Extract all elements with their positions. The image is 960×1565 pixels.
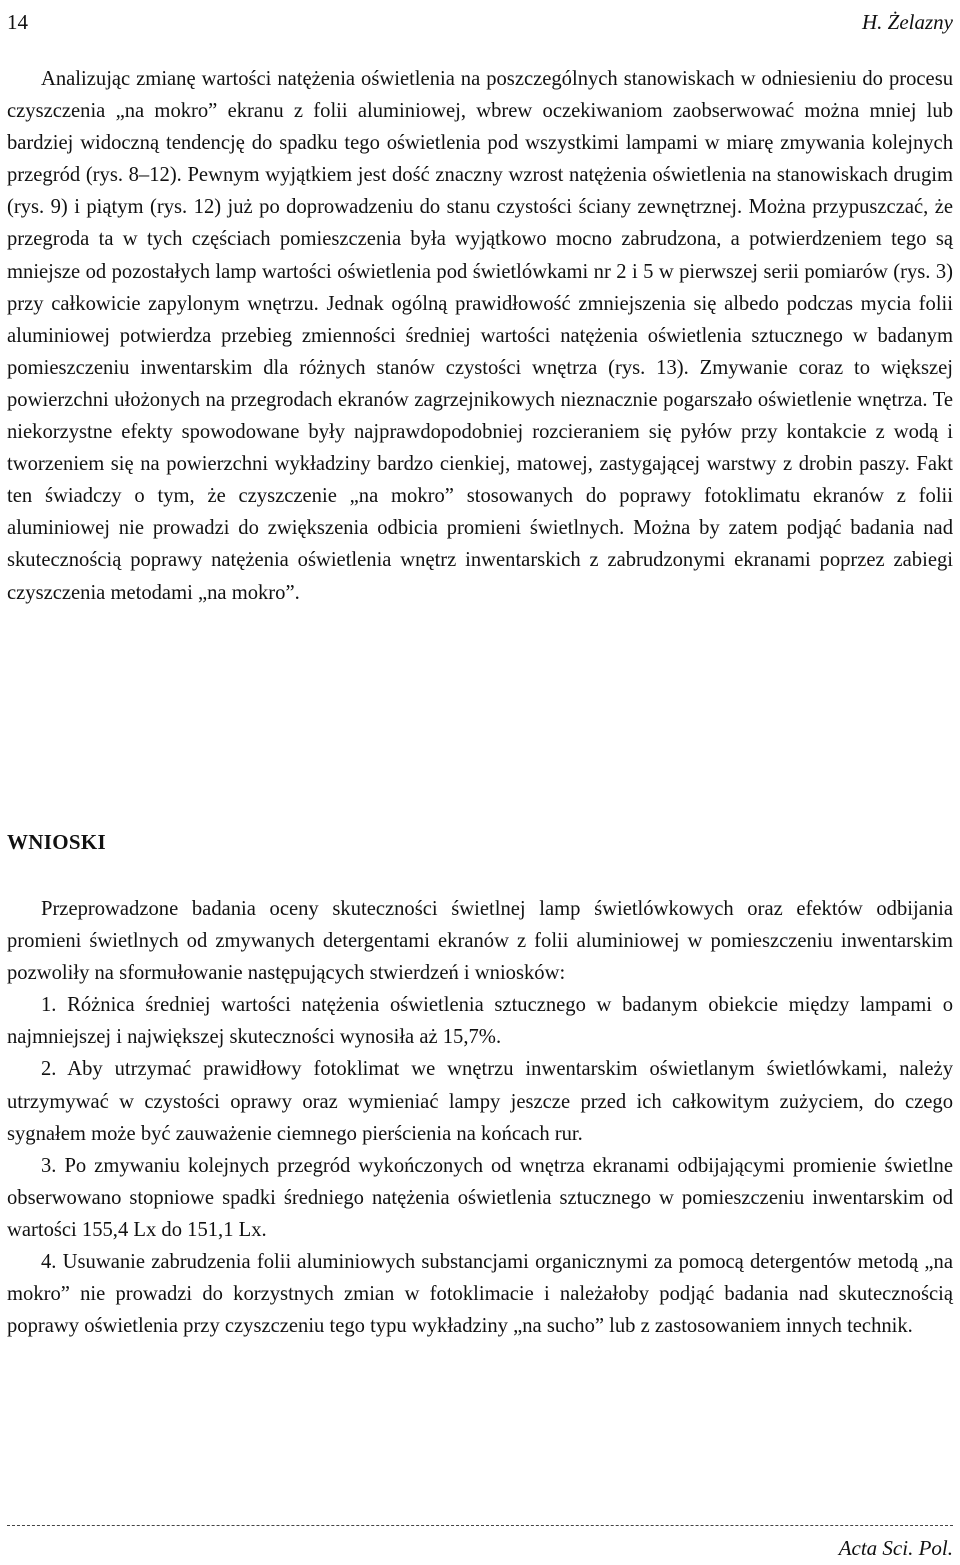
section-heading-conclusions: WNIOSKI [7,830,106,854]
body-paragraph: Analizując zmianę wartości natężenia oświetlenia na poszczególnych stanowiskach w odniesieniu do procesu czyszczenia „na mokro” ekranu z folii aluminiowej, wbrew oczekiwaniom zaobserwować można mniej lub bardziej widoczną tendencję do spadku tego oświetlenia pod wszystkimi lampami w miarę zmywania kolejnych przegród (rys. 8–12). Pewnym wyjątkiem jest dość znaczny wzrost natężenia oświetlenia na stanowiskach drugim (rys. 9) i piątym (rys. 12) już po doprowadzeniu do stanu czystości ściany zewnętrznej. Można przypuszczać, że przegroda ta w tych częściach pomieszczenia była wyjątkowo mocno zabrudzona, a potwierdzeniem tego są mniejsze od pozostałych lamp wartości oświetlenia pod świetlówkami nr 2 i 5 w pierwszej serii pomiarów (rys. 3) przy całkowicie zapylonym wnętrzu. Jednak ogólną prawidłowość zmniejszenia się albedo podczas mycia folii aluminiowej potwierdza przebieg zmienności średniej wartości natężenia oświetlenia sztucznego w badanym pomieszczeniu inwentarskim dla różnych stanów czystości wnętrza (rys. 13). Zmywanie coraz to większej powierzchni ułożonych na przegrodach ekranów zagrzejnikowych nieznacznie pogarszało oświetlenie wnętrza. Te niekorzystne efekty spowodowane były najprawdopodobniej rozcieraniem się pyłów przy kontakcie z wodą i tworzeniem się na powierzchni wykładziny bardzo cienkiej, matowej, zastygającej warstwy z drobin paszy. Fakt ten świadczy o tym, że czyszczenie „na mokro” stosowanych do poprawy fotoklimatu ekranów z folii aluminiowej nie prowadzi do zwiększenia odbicia promieni świetlnych. Można by zatem podjąć badania nad skutecznością poprawy natężenia oświetlenia wnętrz inwentarskich z zabrudzonymi ekranami poprzez zabiegi czyszczenia metodami „na mokro”. [7,68,953,604]
page-number: 14 [7,10,28,34]
conclusion-item-4: 4. Usuwanie zabrudzenia folii aluminiowych substancjami organicznymi za pomocą detergentów metodą „na mokro” nie prowadzi do korzystnych zmian w fotoklimacie i należałoby podjąć badania nad skutecznością poprawy oświetlenia przy czyszczeniu tego typu wykładziny „na sucho” lub z zastosowaniem innych technik. [7,1251,953,1338]
page [7,0,953,1565]
running-title-author: H. Żelazny [862,10,953,34]
running-footer-journal: Acta Sci. Pol. [838,1536,953,1560]
conclusion-item-3: 3. Po zmywaniu kolejnych przegród wykończonych od wnętrza ekranami odbijającymi promienie świetlne obserwowano stopniowe spadki średniego natężenia oświetlenia sztucznego w pomieszczeniu inwentarskim od wartości 155,4 Lx do 151,1 Lx. [7,1154,953,1241]
conclusion-item-2: 2. Aby utrzymać prawidłowy fotoklimat we wnętrzu inwentarskim oświetlanym świetlówkami, należy utrzymywać w czystości oprawy oraz wymieniać lampy jeszcze przed ich całkowitym zużyciem, do czego sygnałem może być zauważenie ciemnego pierścienia na końcach rur. [7,1058,953,1145]
conclusions-intro: Przeprowadzone badania oceny skuteczności świetlnej lamp świetlówkowych oraz efektów odbijania promieni świetlnych od zmywanych detergentami ekranów z folii aluminiowej w pomieszczeniu inwentarskim pozwoliły na sformułowanie następujących stwierdzeń i wniosków: [7,898,953,985]
conclusion-item-1: 1. Różnica średniej wartości natężenia oświetlenia sztucznego w badanym obiekcie między lampami o najmniejszej i największej skuteczności wynosiła aż 15,7%. [7,994,953,1049]
conclusions-section [7,893,953,1342]
body-text [7,63,953,609]
footer-divider [7,1525,953,1526]
running-header [7,8,953,36]
